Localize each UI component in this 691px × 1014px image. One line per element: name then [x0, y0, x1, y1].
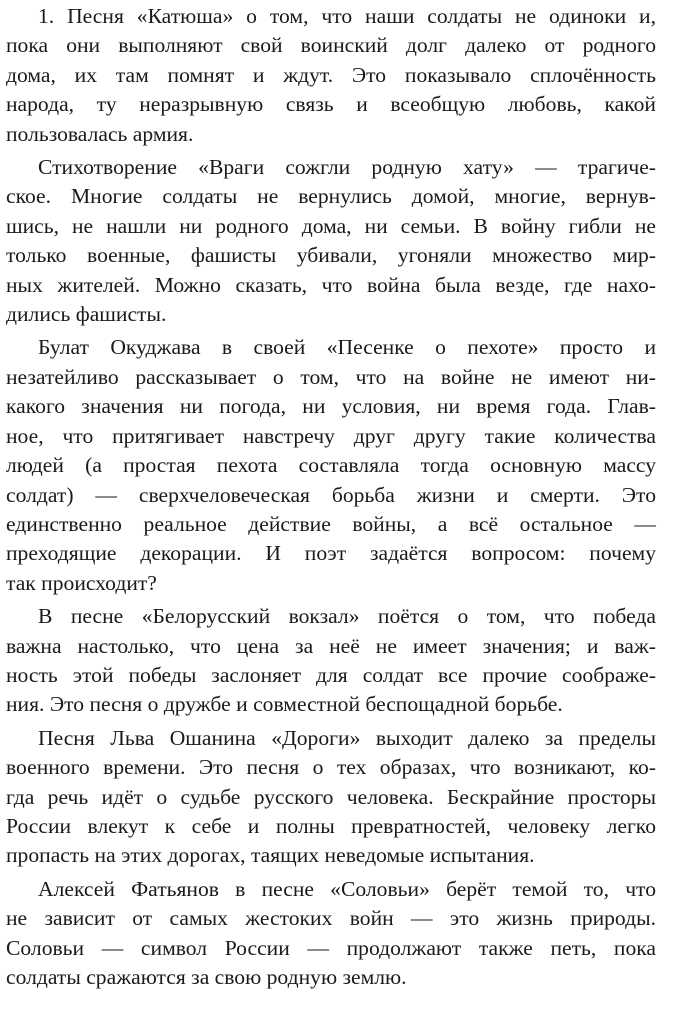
- text-line: ность этой победы заслоняет для солдат все прочие соображе-: [6, 662, 656, 687]
- text-line: пользовалась армия.: [6, 121, 194, 146]
- text-line: только военные, фашисты убивали, угоняли множество мир-: [6, 243, 656, 268]
- text-line: людей (а простая пехота составляла тогда основную массу: [6, 453, 656, 478]
- text-line: солдат) — сверхчеловеческая борьба жизни и смерти. Это: [6, 482, 656, 507]
- paragraph-belorussky-vokzal: [6, 602, 656, 720]
- text-line: незатейливо рассказывает о том, что на войне не имеют ни-: [6, 364, 656, 389]
- text-line: ния. Это песня о дружбе и совместной беспощадной борьбе.: [6, 692, 563, 717]
- text-line: ское. Многие солдаты не вернулись домой, многие, вернув-: [6, 184, 656, 209]
- text-line: военного времени. Это песня о тех образах, что возникают, ко-: [6, 755, 656, 780]
- text-line: Алексей Фатьянов в песне «Соловьи» берёт темой то, что: [38, 876, 656, 901]
- text-line: не зависит от самых жестоких войн — это жизнь природы.: [6, 906, 656, 931]
- text-line: единственно реальное действие войны, а всё остальное —: [6, 511, 656, 536]
- text-line: важна настолько, что цена за неё не имеет значения; и важ-: [6, 633, 656, 658]
- paragraph-katyusha: [6, 2, 656, 149]
- text-line: дились фашисты.: [6, 302, 167, 327]
- text-line: народа, ту неразрывную связь и всеобщую любовь, какой: [6, 92, 656, 117]
- text-line: пока они выполняют свой воинский долг далеко от родного: [6, 33, 656, 58]
- text-line: дома, их там помнят и ждут. Это показывало сплочённость: [6, 62, 656, 87]
- text-line: России влекут к себе и полны превратностей, человеку легко: [6, 813, 656, 838]
- text-line: шись, не нашли ни родного дома, ни семьи. В войну гибли не: [6, 213, 656, 238]
- text-line: Стихотворение «Враги сожгли родную хату» — трагиче-: [38, 155, 656, 180]
- text-line: ных жителей. Можно сказать, что война была везде, где нахо-: [6, 272, 656, 297]
- document-page: [6, 2, 656, 996]
- text-line: солдаты сражаются за свою родную землю.: [6, 965, 407, 989]
- text-line: так происходит?: [6, 570, 157, 595]
- paragraph-vragi-sozhgli: [6, 153, 656, 329]
- paragraph-dorogi: [6, 724, 656, 871]
- text-line: Соловьи — символ России — продолжают также петь, пока: [6, 935, 656, 960]
- paragraph-okudzhava: [6, 333, 656, 598]
- text-line: Песня Льва Ошанина «Дороги» выходит далеко за пределы: [38, 725, 656, 750]
- text-line: В песне «Белорусский вокзал» поётся о том, что победа: [38, 604, 656, 629]
- paragraph-solovi: [6, 875, 656, 993]
- text-line: какого значения ни погода, ни условия, ни время года. Глав-: [6, 394, 656, 419]
- text-line: преходящие декорации. И поэт задаётся вопросом: почему: [6, 541, 656, 566]
- text-line: 1. Песня «Катюша» о том, что наши солдаты не одиноки и,: [38, 4, 656, 28]
- text-line: ное, что притягивает навстречу друг другу такие количества: [6, 423, 656, 448]
- text-line: пропасть на этих дорогах, таящих неведомые испытания.: [6, 843, 535, 868]
- text-line: Булат Окуджава в своей «Песенке о пехоте» просто и: [38, 335, 656, 360]
- text-line: гда речь идёт о судьбе русского человека. Бескрайние просторы: [6, 784, 656, 809]
